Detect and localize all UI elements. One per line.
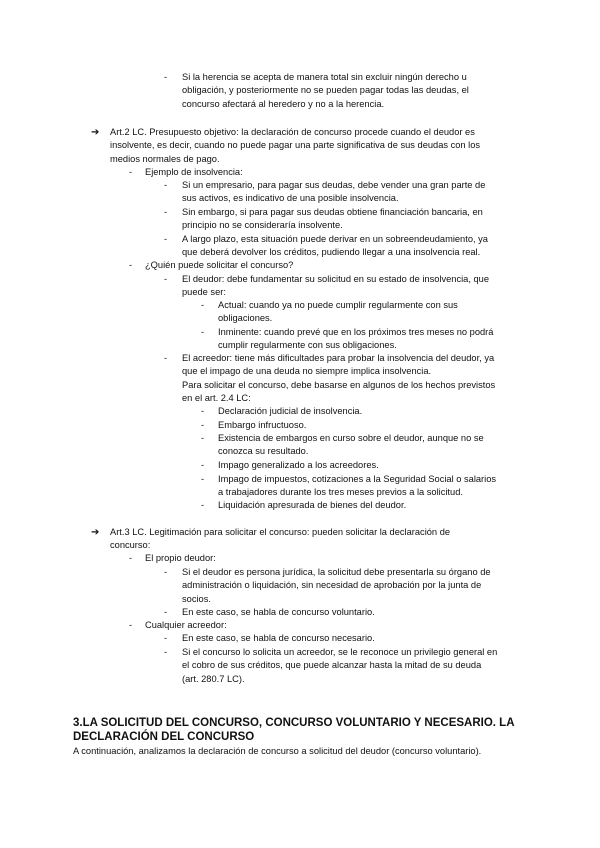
arrow-marker: ➔: [91, 527, 100, 538]
art3-paragraph: Art.3 LC. Legitimación para solicitar el concurso: pueden solicitar la declaración de: [110, 527, 451, 537]
debtor-text: puede ser:: [182, 287, 226, 298]
example-item: Sin embargo, si para pagar sus deudas obtiene financiación bancaria, en: [182, 207, 483, 217]
dash-marker: -: [201, 433, 205, 443]
dash-marker: -: [129, 553, 133, 563]
dash-marker: -: [201, 300, 205, 310]
own-debtor-item: socios.: [182, 593, 211, 604]
inheritance-text: Si la herencia se acepta de manera total sin excluir ningún derecho u: [182, 72, 467, 82]
dash-marker: -: [164, 72, 168, 82]
own-debtor-item: administración o liquidación, sin necesidad de aprobación por la junta de: [182, 580, 482, 591]
creditor-text: en el art. 2.4 LC:: [182, 392, 251, 403]
example-item: sus activos, es indicativo de una posible insolvencia.: [182, 193, 399, 204]
debtor-text: El deudor: debe fundamentar su solicitud en su estado de insolvencia, que: [182, 274, 490, 284]
art3-paragraph: concurso:: [110, 540, 151, 551]
art2-paragraph: insolvente, es decir, cuando no puede pagar una parte significativa de sus deudas con los: [110, 140, 481, 151]
creditor-fact: Liquidación apresurada de bienes del deudor.: [218, 500, 407, 510]
dash-marker: -: [164, 207, 168, 217]
creditor-fact: a trabajadores durante los tres meses previos a la solicitud.: [218, 487, 463, 498]
debtor-item: Actual: cuando ya no puede cumplir regularmente con sus: [218, 300, 458, 310]
inheritance-text: obligación, y posteriormente no se pueden pagar todas las deudas, el: [182, 85, 469, 96]
own-debtor-item: Si el deudor es persona jurídica, la solicitud debe presentarla su órgano de: [182, 567, 491, 577]
dash-marker: -: [129, 260, 133, 270]
creditor-text: que el impago de una deuda no siempre implica insolvencia.: [182, 366, 432, 377]
section3-heading: DECLARACIÓN DEL CONCURSO: [73, 731, 255, 743]
dash-marker: -: [164, 647, 168, 657]
dash-marker: -: [164, 633, 168, 643]
section3-heading: 3.LA SOLICITUD DEL CONCURSO, CONCURSO VOLUNTARIO Y NECESARIO. LA: [73, 717, 515, 729]
dash-marker: -: [164, 353, 168, 363]
example-item: que deberá devolver los créditos, pudiendo llegar a una insolvencia real.: [182, 247, 481, 258]
dash-marker: -: [164, 567, 168, 577]
debtor-item: Inminente: cuando prevé que en los próximos tres meses no podrá: [218, 327, 494, 337]
creditor-fact: Impago generalizado a los acreedores.: [218, 460, 379, 470]
any-creditor-item: (art. 280.7 LC).: [182, 673, 245, 684]
art2-paragraph: medios normales de pago.: [110, 153, 220, 164]
dash-marker: -: [129, 620, 133, 630]
art2-paragraph: Art.2 LC. Presupuesto objetivo: la declaración de concurso procede cuando el deudor es: [110, 127, 475, 137]
creditor-text: Para solicitar el concurso, debe basarse en algunos de los hechos previstos: [182, 379, 496, 390]
example-label: Ejemplo de insolvencia:: [145, 167, 243, 177]
debtor-item: cumplir regularmente con sus obligaciones.: [218, 340, 397, 351]
dash-marker: -: [164, 274, 168, 284]
own-debtor-label: El propio deudor:: [145, 553, 216, 563]
creditor-fact: Declaración judicial de insolvencia.: [218, 406, 363, 416]
creditor-fact: Embargo infructuoso.: [218, 420, 307, 430]
who-label: ¿Quién puede solicitar el concurso?: [145, 260, 294, 270]
dash-marker: -: [201, 500, 205, 510]
any-creditor-item: el cobro de sus créditos, que puede alcanzar hasta la mitad de su deuda: [182, 660, 482, 671]
dash-marker: -: [164, 234, 168, 244]
debtor-item: obligaciones.: [218, 313, 273, 324]
dash-marker: -: [129, 167, 133, 177]
any-creditor-item: En este caso, se habla de concurso necesario.: [182, 633, 375, 643]
dash-marker: -: [201, 327, 205, 337]
dash-marker: -: [164, 607, 168, 617]
arrow-marker: ➔: [91, 127, 100, 138]
section3-paragraph: A continuación, analizamos la declaración de concurso a solicitud del deudor (concurso voluntario).: [73, 746, 482, 756]
example-item: A largo plazo, esta situación puede derivar en un sobreendeudamiento, ya: [182, 234, 488, 244]
example-item: principio no se consideraría insolvente.: [182, 220, 343, 231]
dash-marker: -: [201, 460, 205, 470]
any-creditor-label: Cualquier acreedor:: [145, 620, 227, 630]
dash-marker: -: [201, 474, 205, 484]
inheritance-text: concurso afectará al heredero y no a la herencia.: [182, 98, 385, 109]
any-creditor-item: Si el concurso lo solicita un acreedor, se le reconoce un privilegio general en: [182, 647, 498, 657]
dash-marker: -: [201, 406, 205, 416]
creditor-fact: conozca su resultado.: [218, 446, 309, 457]
dash-marker: -: [201, 420, 205, 430]
dash-marker: -: [164, 180, 168, 190]
creditor-fact: Impago de impuestos, cotizaciones a la Seguridad Social o salarios: [218, 474, 497, 484]
own-debtor-item: En este caso, se habla de concurso voluntario.: [182, 607, 375, 617]
creditor-fact: Existencia de embargos en curso sobre el deudor, aunque no se: [218, 433, 484, 443]
example-item: Si un empresario, para pagar sus deudas, debe vender una gran parte de: [182, 180, 486, 190]
creditor-text: El acreedor: tiene más dificultades para probar la insolvencia del deudor, ya: [182, 353, 495, 363]
